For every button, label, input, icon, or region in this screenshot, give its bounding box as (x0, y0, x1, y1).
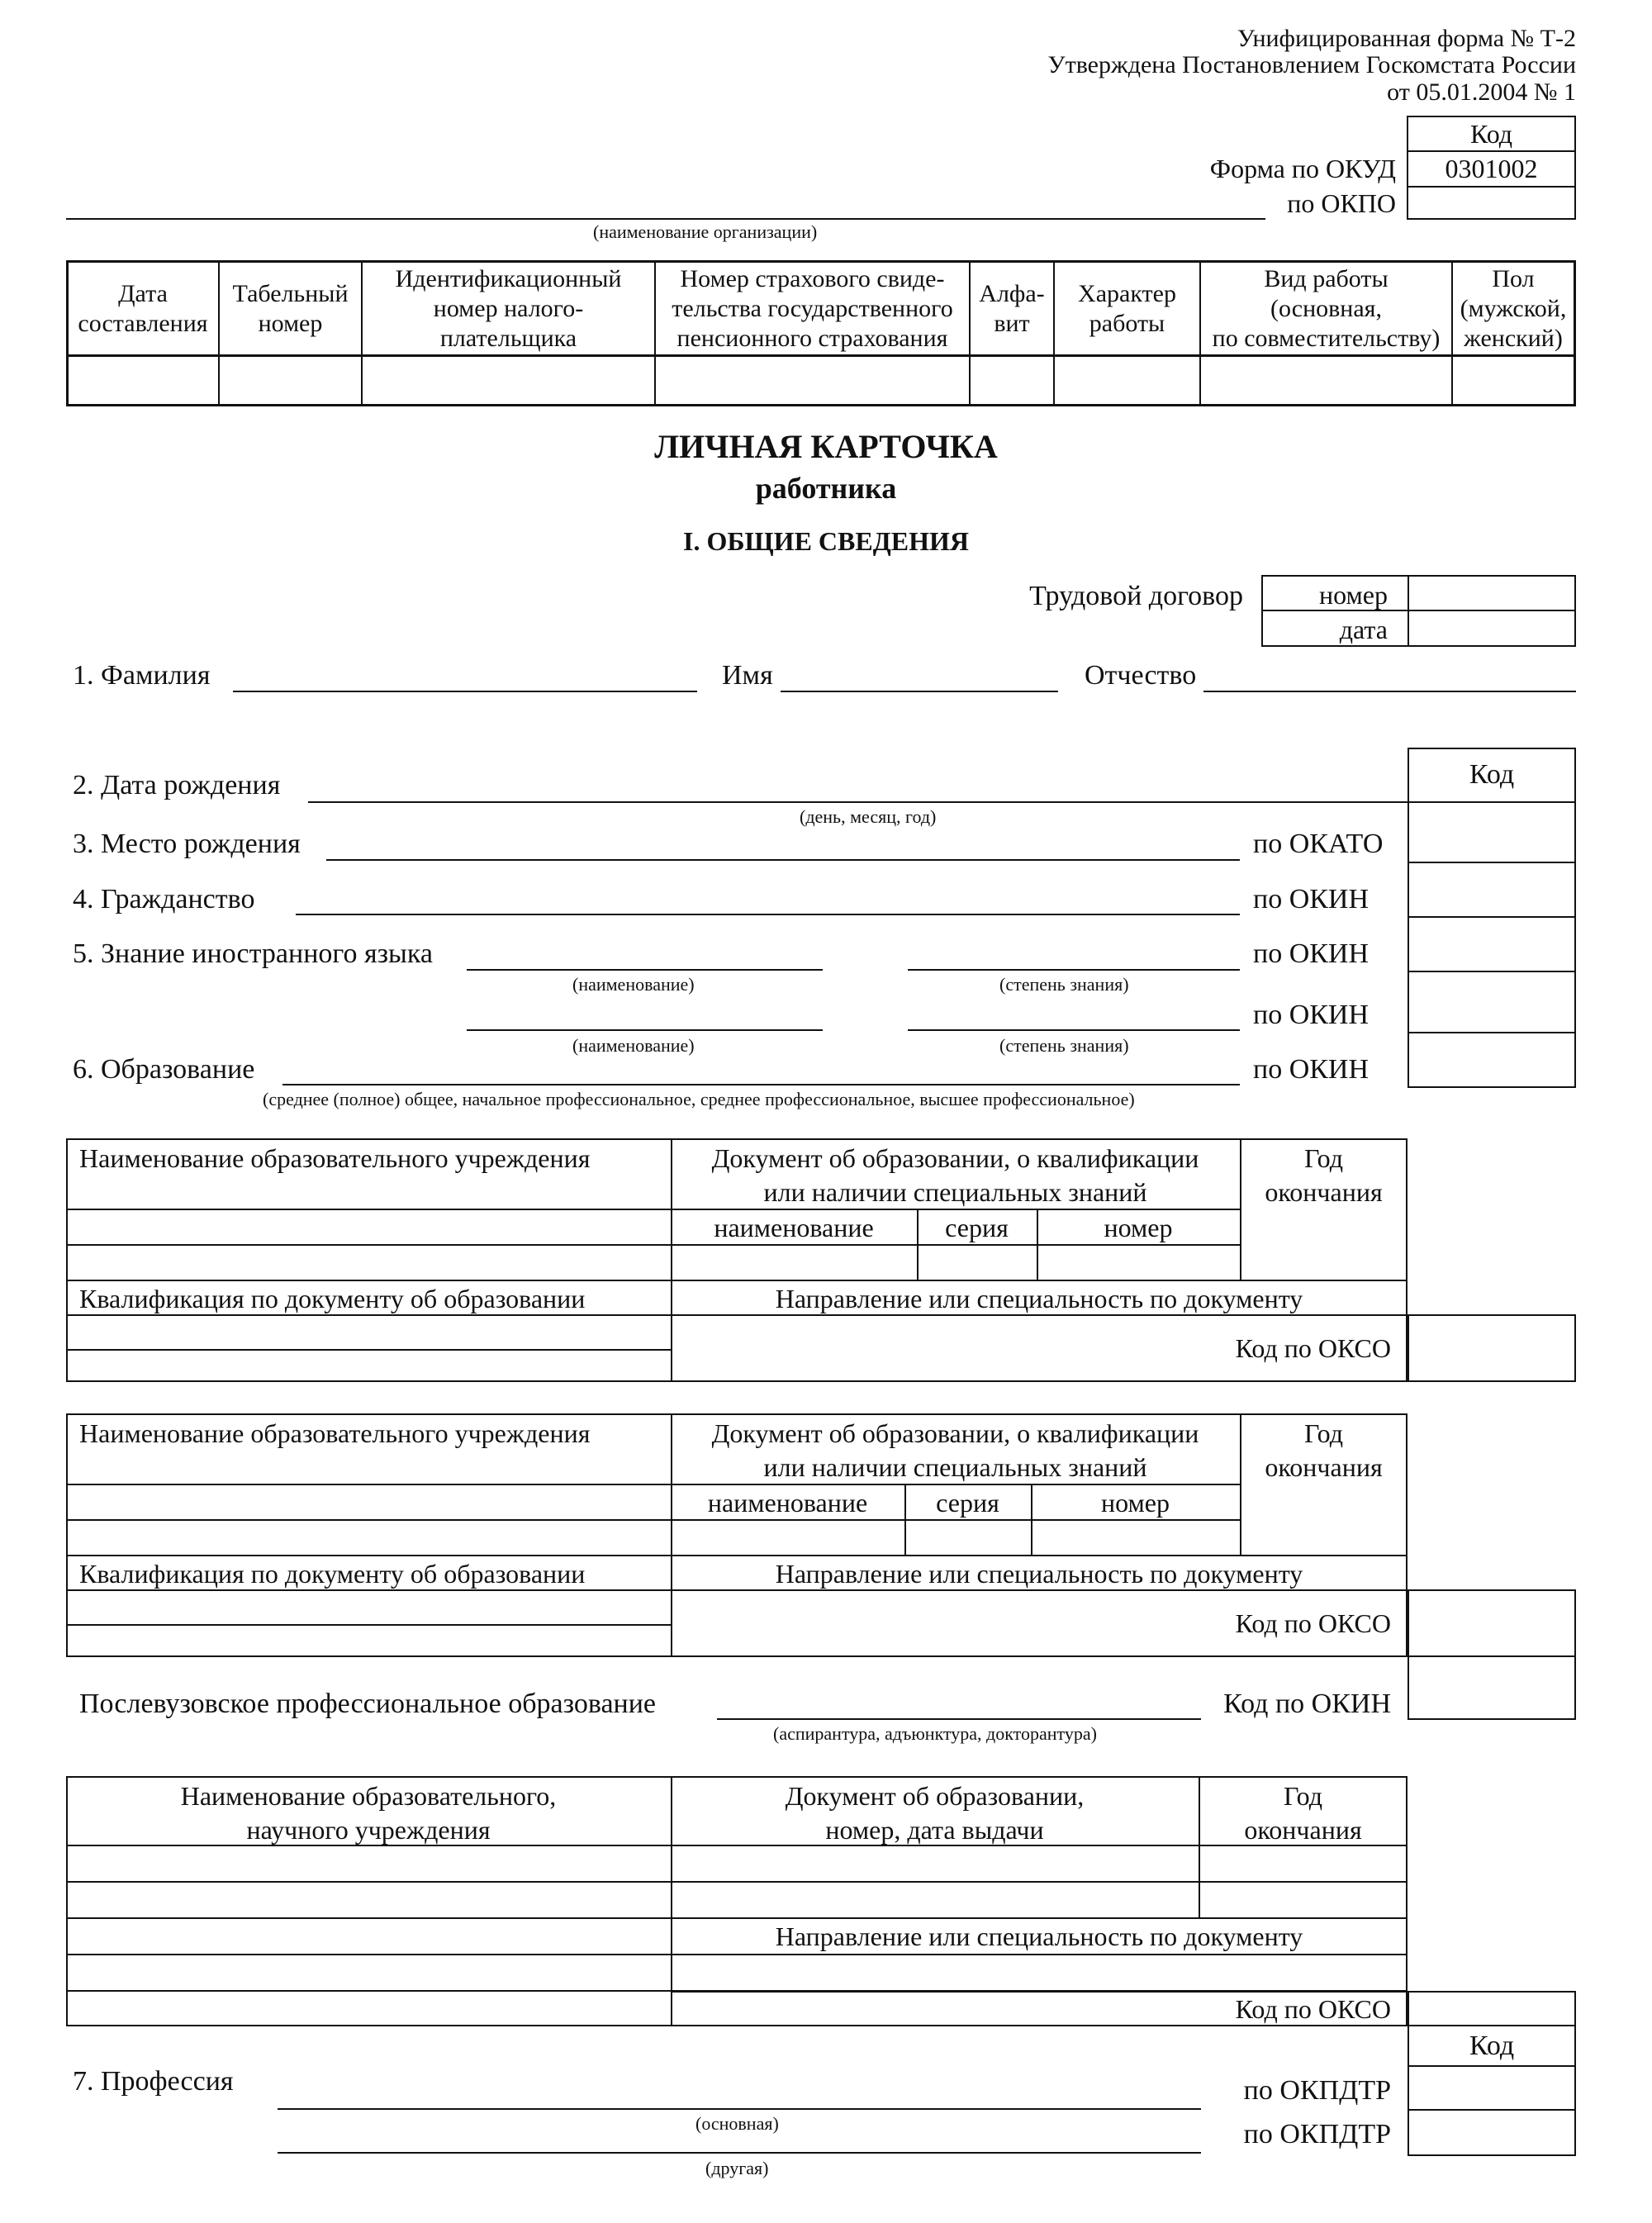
col-header-inn (363, 263, 654, 354)
birth-date-input[interactable] (308, 768, 1398, 801)
header-line: Номер страхового свиде- (680, 264, 945, 292)
header-line: Пол (1492, 264, 1535, 292)
organization-caption: (наименование организации) (593, 221, 818, 242)
header-line: вит (994, 309, 1030, 337)
edu2-institution-header: Наименование образовательного учреждения (79, 1418, 591, 1448)
profession-main-input[interactable] (278, 2075, 1201, 2108)
contract-date-input[interactable] (1409, 611, 1574, 645)
name-line (781, 691, 1058, 692)
profession-label: 7. Профессия (73, 2066, 234, 2097)
edu2-year-header-1: Год (1303, 1418, 1344, 1448)
contract-number-label: номер (1319, 580, 1388, 610)
pg-document-header-2: номер, дата выдачи (825, 1815, 1044, 1845)
col-header-alphabet (971, 263, 1053, 354)
citizenship-input[interactable] (296, 881, 1240, 914)
header-line: номер (258, 309, 323, 337)
surname-input[interactable] (233, 658, 697, 691)
language-level-input-1[interactable] (908, 936, 1240, 969)
header-line: Табельный (232, 279, 349, 307)
edu2-okso-code-input[interactable] (1409, 1591, 1574, 1655)
edu2-okso-label: Код по ОКСО (1235, 1608, 1391, 1638)
surname-line (233, 691, 697, 692)
language-name-line (467, 1029, 823, 1031)
edu2-document-header-1: Документ об образовании, о квалификации (711, 1418, 1199, 1448)
section-title: I. ОБЩИЕ СВЕДЕНИЯ (683, 526, 969, 556)
language-code-input-1[interactable] (1409, 918, 1574, 971)
edu2-institution-input-2[interactable] (68, 1521, 671, 1555)
name-label: Имя (722, 660, 773, 691)
name-input[interactable] (781, 658, 1058, 691)
header-line: составления (78, 309, 208, 337)
pg-institution-header-2: научного учреждения (246, 1815, 491, 1845)
edu1-doc-series-input[interactable] (919, 1246, 1037, 1280)
birth-place-input[interactable] (326, 826, 1240, 859)
edu1-year-input[interactable] (1241, 1210, 1408, 1280)
language-level-input-2[interactable] (908, 996, 1240, 1029)
birth-place-label: 3. Место рождения (73, 829, 301, 859)
inn-input[interactable] (363, 357, 654, 404)
header-line: Характер (1078, 279, 1176, 307)
edu1-specialty-header: Направление или специальность по документу (775, 1284, 1303, 1313)
pg-document-input-1[interactable] (672, 1846, 1199, 1881)
header-line: Дата (118, 279, 168, 307)
okato-code-input[interactable] (1409, 803, 1574, 862)
pg-year-header-2: окончания (1244, 1815, 1362, 1845)
language-name-input-1[interactable] (467, 936, 823, 969)
edu2-year-input[interactable] (1241, 1485, 1408, 1555)
language-level-line (908, 1029, 1240, 1031)
edu2-doc-number-input[interactable] (1032, 1521, 1240, 1555)
postgraduate-caption: (аспирантура, адъюнктура, докторантура) (773, 1723, 1097, 1744)
postgraduate-line (717, 1718, 1201, 1720)
profession-code-header: Код (1469, 2030, 1515, 2061)
pg-okso-label: Код по ОКСО (1235, 1994, 1391, 2024)
code-header: Код (1469, 118, 1513, 149)
language-name-caption: (наименование) (572, 1035, 695, 1056)
pg-institution-header-1: Наименование образовательного, (180, 1781, 557, 1811)
citizenship-line (296, 914, 1240, 915)
edu1-okso-code-input[interactable] (1409, 1316, 1574, 1380)
okud-value[interactable]: 0301002 (1445, 154, 1538, 184)
approval-text: Утверждена Постановлением Госкомстата России (1047, 51, 1576, 78)
pg-extra-input-1[interactable] (68, 1919, 671, 1954)
gender-input[interactable] (1453, 357, 1574, 404)
citizenship-label: 4. Гражданство (73, 884, 255, 914)
organization-input[interactable] (66, 188, 1265, 216)
patronymic-input[interactable] (1203, 658, 1576, 691)
pg-specialty-input[interactable] (672, 1955, 1408, 1990)
profession-main-caption: (основная) (695, 2113, 779, 2134)
edu1-doc-number-input[interactable] (1038, 1246, 1240, 1280)
patronymic-label: Отчество (1085, 660, 1197, 691)
edu2-qualification-input-2[interactable] (68, 1626, 671, 1655)
divider (66, 1555, 1408, 1556)
edu2-doc-series-input[interactable] (906, 1521, 1031, 1555)
okud-label: Форма по ОКУД (1209, 154, 1396, 183)
edu1-qualification-input-1[interactable] (68, 1316, 671, 1349)
edu1-institution-input-1[interactable] (68, 1210, 671, 1244)
header-line: по совместительству) (1212, 324, 1441, 352)
profession-other-line (278, 2152, 1201, 2154)
profession-other-okpdtr-label: по ОКПДТР (1243, 2119, 1391, 2149)
header-line: плательщика (439, 324, 577, 352)
patronymic-line (1203, 691, 1576, 692)
profession-other-caption: (другая) (705, 2158, 769, 2178)
header-line: тельства государственного (672, 294, 953, 322)
education-caption: (среднее (полное) общее, начальное профессиональное, среднее профессиональное, высшее профессиональное) (263, 1089, 1135, 1109)
education-input[interactable] (282, 1051, 1240, 1084)
edu1-institution-input-2[interactable] (68, 1246, 671, 1280)
pg-okso-code-input[interactable] (1409, 1993, 1574, 2025)
birth-place-line (326, 859, 1240, 861)
col-header-snils (656, 263, 969, 354)
edu1-doc-number-header: номер (1104, 1213, 1173, 1242)
work-type-input[interactable] (1201, 357, 1451, 404)
okato-label: по ОКАТО (1253, 829, 1384, 859)
citizenship-okin-label: по ОКИН (1253, 884, 1370, 914)
edu2-year-header-2: окончания (1265, 1452, 1383, 1482)
edu2-document-header-2: или наличии специальных знаний (763, 1452, 1147, 1482)
header-line: номер налого- (433, 294, 584, 322)
education-okin-label: по ОКИН (1253, 1054, 1370, 1085)
edu2-doc-series-header: серия (936, 1488, 999, 1518)
tab-number-input[interactable] (220, 357, 361, 404)
okpo-input[interactable] (1408, 188, 1574, 218)
language-level-caption: (степень знания) (999, 974, 1129, 995)
profession-main-line (278, 2108, 1201, 2110)
edu1-year-header-2: окончания (1265, 1177, 1383, 1207)
col-header-gender (1453, 263, 1574, 354)
pg-specialty-header: Направление или специальность по документу (775, 1921, 1303, 1951)
date-input[interactable] (69, 357, 218, 404)
edu2-doc-number-header: номер (1101, 1488, 1170, 1518)
form-name: Унифицированная форма № Т-2 (1237, 25, 1576, 52)
header-line: (мужской, (1460, 294, 1567, 322)
snils-input[interactable] (656, 357, 969, 404)
header-line: Алфа- (979, 279, 1045, 307)
personal-code-header: Код (1469, 758, 1515, 790)
header-line: пенсионного страхования (676, 324, 948, 352)
edu1-doc-series-header: серия (945, 1213, 1009, 1242)
col-header-tab-number (220, 263, 361, 354)
language-okin-label-1: по ОКИН (1253, 938, 1370, 969)
edu1-qualification-input-2[interactable] (68, 1351, 671, 1380)
contract-number-input[interactable] (1409, 577, 1574, 610)
language-name-line (467, 969, 823, 971)
profession-main-okpdtr-label: по ОКПДТР (1243, 2075, 1391, 2106)
edu1-document-header-2: или наличии специальных знаний (763, 1177, 1147, 1207)
language-level-line (908, 969, 1240, 971)
alphabet-input[interactable] (971, 357, 1053, 404)
page-title: ЛИЧНАЯ КАРТОЧКА (654, 428, 998, 465)
language-okin-label-2: по ОКИН (1253, 1000, 1370, 1030)
postgraduate-okin-label: Код по ОКИН (1223, 1689, 1391, 1719)
edu1-doc-name-header: наименование (714, 1213, 874, 1242)
labor-contract-label: Трудовой договор (1029, 581, 1243, 611)
header-line: работы (1089, 309, 1165, 337)
surname-label: 1. Фамилия (73, 660, 211, 691)
education-code-input[interactable] (1409, 1033, 1574, 1086)
birth-date-label: 2. Дата рождения (73, 770, 281, 800)
edu1-specialty-input[interactable] (672, 1316, 1251, 1380)
pg-institution-input-2[interactable] (68, 1883, 671, 1917)
language-code-input-2[interactable] (1409, 972, 1574, 1032)
pg-extra-input-2[interactable] (68, 1955, 671, 1990)
pg-document-header-1: Документ об образовании, (785, 1781, 1085, 1811)
postgraduate-input[interactable] (717, 1685, 1201, 1718)
okpo-label: по ОКПО (1287, 188, 1396, 218)
postgraduate-label: Послевузовское профессиональное образование (79, 1689, 657, 1719)
header-line: Идентификационный (395, 264, 622, 292)
col-header-date (68, 263, 218, 354)
profession-other-code-input[interactable] (1409, 2111, 1574, 2154)
postgraduate-code-input[interactable] (1409, 1659, 1574, 1718)
education-label: 6. Образование (73, 1054, 255, 1085)
header-line: (основная, (1270, 294, 1382, 322)
profession-other-input[interactable] (278, 2120, 1201, 2152)
edu2-doc-name-header: наименование (707, 1488, 868, 1518)
pg-document-input-2[interactable] (672, 1883, 1199, 1917)
edu1-qualification-header: Квалификация по документу об образовании (79, 1284, 586, 1313)
header-line: женский) (1464, 324, 1563, 352)
edu1-year-header-1: Год (1303, 1143, 1344, 1173)
col-header-work-type (1201, 263, 1451, 354)
profession-main-code-input[interactable] (1409, 2067, 1574, 2109)
birth-date-line (308, 801, 1408, 803)
education-line (282, 1084, 1240, 1085)
pg-year-input-1[interactable] (1200, 1846, 1408, 1881)
edu1-institution-header: Наименование образовательного учреждения (79, 1143, 591, 1173)
work-nature-input[interactable] (1055, 357, 1199, 404)
birth-date-caption: (день, месяц, год) (800, 806, 937, 827)
citizenship-code-input[interactable] (1409, 863, 1574, 916)
language-label: 5. Знание иностранного языка (73, 938, 433, 969)
pg-institution-input-1[interactable] (68, 1846, 671, 1881)
edu2-qualification-header: Квалификация по документу об образовании (79, 1559, 586, 1589)
edu1-doc-name-input[interactable] (672, 1246, 917, 1280)
edu1-okso-label: Код по ОКСО (1235, 1333, 1391, 1363)
edu2-institution-input-1[interactable] (68, 1485, 671, 1519)
language-level-caption: (степень знания) (999, 1035, 1129, 1056)
edu2-doc-name-input[interactable] (672, 1521, 904, 1555)
pg-extra-input-3[interactable] (68, 1992, 671, 2025)
edu2-specialty-input[interactable] (672, 1591, 1251, 1655)
pg-year-input-2[interactable] (1200, 1883, 1408, 1917)
divider (66, 1280, 1408, 1281)
page-subtitle: работника (755, 472, 897, 505)
edu1-document-header-1: Документ об образовании, о квалификации (711, 1143, 1199, 1173)
organization-line (66, 218, 1265, 220)
col-header-work-nature (1055, 263, 1199, 354)
language-name-caption: (наименование) (572, 974, 695, 995)
approval-date: от 05.01.2004 № 1 (1387, 78, 1576, 106)
language-name-input-2[interactable] (467, 996, 823, 1029)
pg-year-header-1: Год (1283, 1781, 1323, 1811)
contract-date-label: дата (1339, 615, 1388, 644)
edu2-qualification-input-1[interactable] (68, 1591, 671, 1624)
edu2-specialty-header: Направление или специальность по документу (775, 1559, 1303, 1589)
header-line: Вид работы (1264, 264, 1389, 292)
